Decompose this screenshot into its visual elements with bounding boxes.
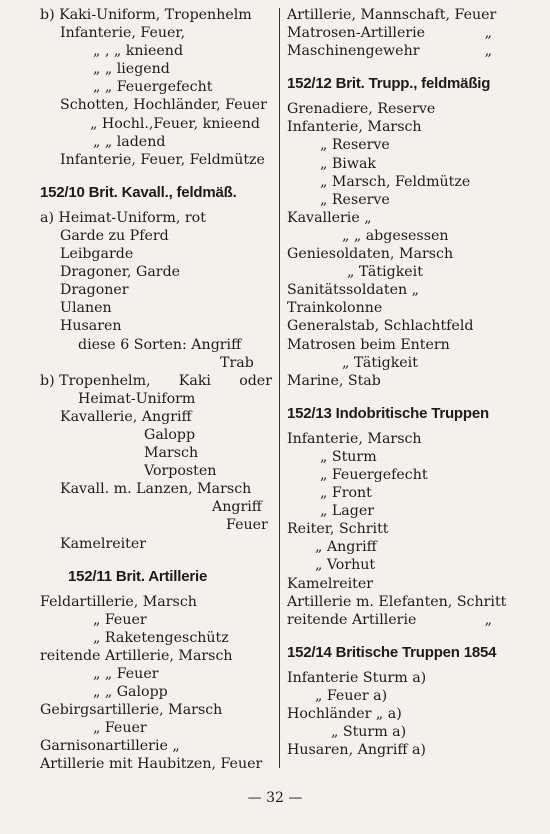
entry-text: b) Kaki-Uniform, Tropenhelm — [40, 7, 252, 23]
catalog-entry — [287, 430, 520, 448]
section-heading: 152/14 Britische Truppen 1854 — [287, 643, 497, 661]
entry-text: „ Hochl.,Feuer, knieend — [90, 115, 260, 132]
catalog-entry — [287, 24, 520, 42]
left-column — [40, 6, 272, 774]
catalog-entry — [287, 538, 520, 556]
catalog-entry — [287, 723, 520, 741]
entry-text: „ ‚ „ knieend — [93, 43, 184, 60]
catalog-entry — [40, 281, 272, 299]
entry-text: „ Front — [320, 485, 372, 502]
entry-text: „ Sturm a) — [331, 724, 407, 741]
entry-text: Maschinengewehr — [287, 43, 420, 60]
entry-text: Geniesoldaten, Marsch — [287, 246, 454, 263]
entry-text: Kaki — [178, 372, 211, 389]
catalog-entry — [287, 191, 520, 209]
entry-text: „ Biwak — [320, 155, 377, 172]
catalog-entry — [287, 484, 520, 502]
entry-text: Artillerie, Mannschaft, Feuer — [287, 7, 497, 23]
page-number: — 32 — — [247, 790, 303, 806]
catalog-entry — [40, 611, 272, 629]
entry-text: „ Lager — [320, 503, 374, 520]
entry-text: Marine, Stab — [287, 372, 381, 389]
catalog-entry — [40, 737, 272, 755]
entry-text: „ Tätigkeit — [347, 264, 423, 281]
entry-text: „ Feuer a) — [315, 687, 388, 704]
catalog-entry — [40, 24, 272, 42]
catalog-entry — [40, 629, 272, 647]
entry-text: „ Angriff — [315, 539, 377, 556]
catalog-entry — [40, 719, 272, 737]
entry-text: reitende Artillerie — [287, 611, 417, 628]
entry-text: Infanterie, Marsch — [287, 430, 422, 447]
entry-text: reitende Artillerie, Marsch — [40, 647, 233, 664]
entry-text: Kavallerie „ — [287, 209, 372, 226]
catalog-entry — [40, 151, 272, 169]
catalog-entry — [287, 520, 520, 538]
catalog-entry — [40, 317, 272, 335]
section-heading: 152/10 Brit. Kavall., feldmäß. — [40, 183, 237, 201]
catalog-entry — [40, 390, 272, 408]
catalog-entry — [287, 263, 520, 281]
catalog-entry — [40, 336, 272, 354]
entry-text: Feuer — [226, 517, 268, 534]
entry-text: „ Sturm — [320, 448, 377, 465]
catalog-entry — [40, 354, 272, 372]
section-heading: 152/12 Brit. Trupp., feldmäßig — [287, 75, 491, 93]
entry-text: Trainkolonne — [287, 300, 383, 317]
catalog-entry — [40, 462, 272, 480]
entry-text: „ „ Feuer — [93, 666, 159, 682]
entry-text: Infanterie, Feuer, Feldmütze — [60, 151, 265, 168]
catalog-entry — [40, 96, 272, 114]
entry-text: „ Reserve — [320, 137, 390, 154]
entry-text: „ Feuergefecht — [320, 466, 428, 483]
entry-text: „ Vorhut — [315, 557, 376, 574]
catalog-entry — [40, 408, 272, 426]
ditto-mark: „ — [484, 25, 492, 42]
entry-text: Trab — [220, 354, 254, 371]
entry-text: Sanitätssoldaten „ — [287, 282, 419, 299]
entry-text: Garde zu Pferd — [60, 227, 169, 244]
entry-text: Reiter, Schritt — [287, 521, 389, 538]
ditto-mark: „ — [484, 611, 492, 628]
catalog-entry — [287, 372, 520, 390]
entry-text: „ „ ladend — [93, 133, 166, 150]
catalog-entry — [287, 741, 520, 759]
entry-text: Hochländer „ a) — [287, 706, 402, 722]
catalog-entry — [40, 133, 272, 151]
ditto-mark: „ — [484, 43, 492, 60]
catalog-entry — [40, 498, 272, 516]
catalog-entry — [287, 281, 520, 299]
entry-text: Infanterie, Feuer, — [60, 25, 186, 42]
entry-text: b) Tropenhelm, — [40, 372, 151, 389]
catalog-entry — [287, 687, 520, 705]
entry-text: Artillerie mit Haubitzen, Feuer — [40, 756, 263, 773]
entry-text: „ Raketengeschütz — [93, 629, 229, 646]
column-divider — [279, 8, 280, 768]
catalog-entry — [287, 155, 520, 173]
entry-text: Infanterie Sturm a) — [287, 669, 427, 686]
entry-text: „ Tätigkeit — [342, 354, 418, 371]
section-heading: 152/13 Indobritische Truppen — [287, 404, 489, 422]
entry-text: Leibgarde — [60, 246, 134, 263]
entry-text: Generalstab, Schlachtfeld — [287, 318, 474, 335]
section-heading: 152/11 Brit. Artillerie — [68, 567, 208, 585]
catalog-entry — [40, 78, 272, 96]
catalog-entry — [287, 173, 520, 191]
entry-text: Feldartillerie, Marsch — [40, 593, 197, 610]
catalog-entry — [40, 6, 272, 24]
catalog-entry — [40, 516, 272, 534]
catalog-entry — [40, 426, 272, 444]
entry-text: Kavallerie, Angriff — [60, 408, 192, 425]
catalog-entry — [40, 647, 272, 665]
entry-text: Garnisonartillerie „ — [40, 738, 180, 755]
catalog-entry — [287, 669, 520, 687]
entry-text: Galopp — [144, 426, 196, 443]
catalog-entry — [287, 556, 520, 574]
entry-text: „ „ Galopp — [93, 684, 168, 701]
catalog-entry — [40, 227, 272, 245]
entry-text: „ „ liegend — [93, 61, 170, 78]
catalog-entry — [287, 705, 520, 723]
entry-text: Kavall. m. Lanzen, Marsch — [60, 481, 252, 498]
entry-text: Infanterie, Marsch — [287, 119, 422, 136]
catalog-entry — [287, 227, 520, 245]
entry-text: Vorposten — [144, 463, 217, 480]
entry-text: Dragoner — [60, 282, 129, 299]
catalog-entry — [40, 444, 272, 462]
catalog-entry — [40, 60, 272, 78]
entry-text: Kamelreiter — [60, 535, 147, 552]
entry-text: Matrosen-Artillerie — [287, 25, 426, 42]
catalog-entry — [40, 593, 272, 611]
entry-text: Gebirgsartillerie, Marsch — [40, 702, 223, 719]
catalog-entry — [40, 245, 272, 263]
catalog-entry — [40, 42, 272, 60]
catalog-entry — [40, 755, 272, 773]
catalog-entry — [287, 336, 520, 354]
entry-text: Dragoner, Garde — [60, 264, 181, 281]
entry-text: „ Reserve — [320, 191, 390, 208]
entry-text: „ „ abgesessen — [342, 227, 449, 244]
catalog-entry — [40, 665, 272, 683]
entry-text: oder — [239, 372, 272, 389]
entry-text: Ulanen — [60, 300, 112, 317]
entry-text: Husaren, Angriff a) — [287, 742, 426, 759]
entry-text: Schotten, Hochländer, Feuer — [60, 97, 267, 114]
catalog-entry — [287, 136, 520, 154]
catalog-entry — [287, 448, 520, 466]
entry-text: Marsch — [144, 445, 199, 462]
catalog-entry — [287, 245, 520, 263]
catalog-entry — [287, 6, 520, 24]
catalog-entry — [287, 575, 520, 593]
entry-text: „ Feuer — [93, 611, 147, 628]
catalog-entry — [40, 115, 272, 133]
catalog-entry — [40, 480, 272, 498]
catalog-entry — [287, 209, 520, 227]
catalog-entry — [287, 100, 520, 118]
entry-text: a) Heimat-Uniform, rot — [40, 209, 206, 226]
entry-text: Artillerie m. Elefanten, Schritt — [287, 593, 507, 610]
entry-text: Husaren — [60, 318, 122, 335]
catalog-entry — [287, 354, 520, 372]
catalog-entry — [287, 42, 520, 60]
entry-text: Kamelreiter — [287, 575, 374, 592]
catalog-entry — [40, 683, 272, 701]
entry-text: Heimat-Uniform — [78, 390, 196, 407]
catalog-entry — [40, 535, 272, 553]
catalog-entry — [287, 502, 520, 520]
catalog-entry — [287, 299, 520, 317]
catalog-entry — [287, 593, 520, 611]
catalog-entry — [40, 299, 272, 317]
catalog-entry — [40, 209, 272, 227]
entry-text: „ Feuer — [93, 720, 147, 737]
catalog-entry — [287, 317, 520, 335]
right-column — [287, 6, 520, 759]
catalog-entry — [287, 466, 520, 484]
catalog-entry — [287, 118, 520, 136]
entry-text: Matrosen beim Entern — [287, 336, 450, 353]
catalog-entry — [287, 611, 520, 629]
catalog-entry — [40, 263, 272, 281]
entry-text: „ „ Feuergefecht — [93, 79, 213, 96]
entry-text: diese 6 Sorten: Angriff — [78, 336, 242, 353]
entry-text: Angriff — [212, 499, 262, 516]
catalog-entry — [40, 701, 272, 719]
entry-text: Grenadiere, Reserve — [287, 101, 436, 118]
catalog-entry — [40, 372, 272, 390]
entry-text: „ Marsch, Feldmütze — [320, 173, 471, 190]
